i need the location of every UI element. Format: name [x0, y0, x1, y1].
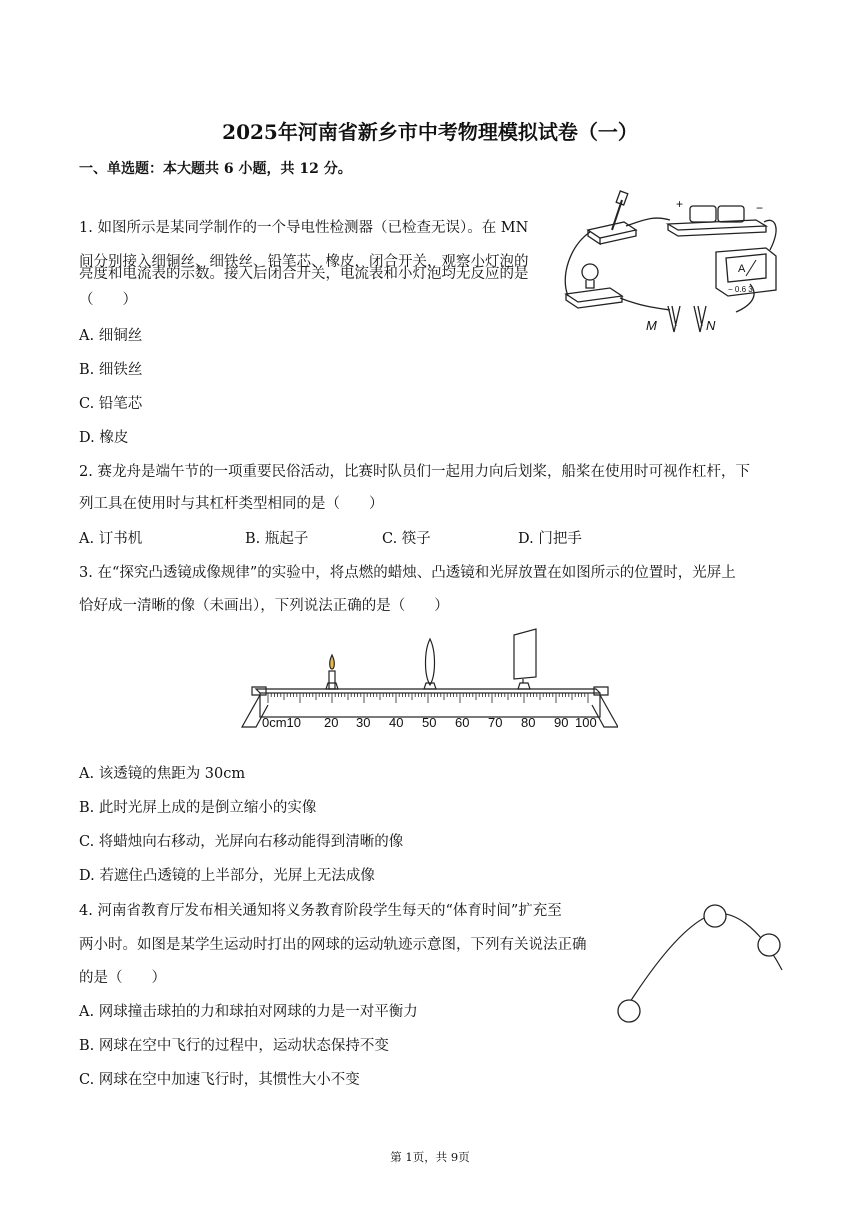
ammeter-scale-label: − 0.6 3: [728, 285, 753, 294]
ruler-label-30: 30: [356, 715, 371, 730]
q1-option-c: C. 铅笔芯: [79, 396, 143, 412]
q2-line-2: 列工具在使用时与其杠杆类型相同的是（ ）: [79, 496, 384, 512]
q1-option-a: A. 细铜丝: [79, 328, 143, 344]
q3-option-a: A. 该透镜的焦距为 30cm: [79, 766, 246, 782]
ruler-label-80: 80: [521, 715, 536, 730]
q4-option-b: B. 网球在空中飞行的过程中，运动状态保持不变: [79, 1038, 389, 1054]
ruler-label-20: 20: [324, 715, 339, 730]
q1-line-1: 1. 如图所示是某同学制作的一个导电性检测器（已检查无误）。在 MN: [79, 220, 529, 236]
q2-option-a: A. 订书机: [79, 531, 143, 547]
svg-text:+: +: [676, 197, 684, 211]
q1-line-3-disp: 亮度和电流表的示数。接入后闭合开关，电流表和小灯泡均无反应的是: [79, 266, 529, 282]
ruler-label-50: 50: [422, 715, 437, 730]
q1-option-b: B. 细铁丝: [79, 362, 143, 378]
clip-m-label: M: [646, 318, 657, 333]
q4-line-2: 两小时。如图是某学生运动时打出的网球的运动轨迹示意图，下列有关说法正确: [79, 937, 587, 953]
ruler-label-90: 90: [554, 715, 569, 730]
svg-text:−: −: [756, 201, 764, 215]
ruler-label-70: 70: [488, 715, 503, 730]
ruler-label-40: 40: [389, 715, 404, 730]
ruler-label-0: 0cm10: [262, 715, 302, 730]
q2-option-d: D. 门把手: [518, 531, 582, 547]
q2-line-1: 2. 赛龙舟是端午节的一项重要民俗活动，比赛时队员们一起用力向后划桨，船桨在使用时可视作杠杆，下: [79, 464, 750, 480]
page-title: 2025年河南省新乡市中考物理模拟试卷（一）: [222, 120, 638, 144]
q4-option-c: C. 网球在空中加速飞行时，其惯性大小不变: [79, 1072, 360, 1088]
ruler-label-60: 60: [455, 715, 470, 730]
q2-option-c: C. 筷子: [382, 531, 431, 547]
q4-line-1: 4. 河南省教育厅发布相关通知将义务教育阶段学生每天的“体育时间”扩充至: [79, 903, 562, 919]
q4-option-a: A. 网球撞击球拍的力和球拍对网球的力是一对平衡力: [79, 1004, 418, 1020]
optical-bench-figure: [238, 625, 618, 735]
conductivity-tester-figure: [560, 186, 790, 336]
q3-line-1: 3. 在“探究凸透镜成像规律”的实验中，将点燃的蜡烛、凸透镜和光屏放置在如图所示的位置时，光屏上: [79, 565, 736, 581]
q1-line-2: 间分别接入细铜丝、细铁丝、铅笔芯、橡皮，闭合开关，观察小灯泡的: [79, 254, 529, 270]
section-heading: 一、单选题：本大题共 6 小题，共 12 分。: [79, 161, 352, 177]
q4-line-3: 的是（ ）: [79, 970, 166, 986]
clip-n-label: N: [706, 318, 716, 333]
tennis-trajectory-figure: [612, 898, 788, 1030]
page-footer: 第 1页，共 9页: [390, 1150, 470, 1164]
ball-position-2: [704, 905, 726, 927]
q1-line-4: （ ）: [79, 292, 137, 308]
ammeter-label: A: [738, 263, 746, 275]
q3-option-d: D. 若遮住凸透镜的上半部分，光屏上无法成像: [79, 868, 375, 884]
q3-line-2: 恰好成一清晰的像（未画出），下列说法正确的是（ ）: [79, 598, 449, 614]
ball-position-3: [758, 934, 780, 956]
q3-option-c: C. 将蜡烛向右移动，光屏向右移动能得到清晰的像: [79, 834, 404, 850]
q2-option-b: B. 瓶起子: [245, 531, 309, 547]
ball-position-1: [618, 1000, 640, 1022]
q1-option-d: D. 橡皮: [79, 430, 129, 446]
q3-option-b: B. 此时光屏上成的是倒立缩小的实像: [79, 800, 317, 816]
ruler-label-100: 100: [575, 715, 597, 730]
